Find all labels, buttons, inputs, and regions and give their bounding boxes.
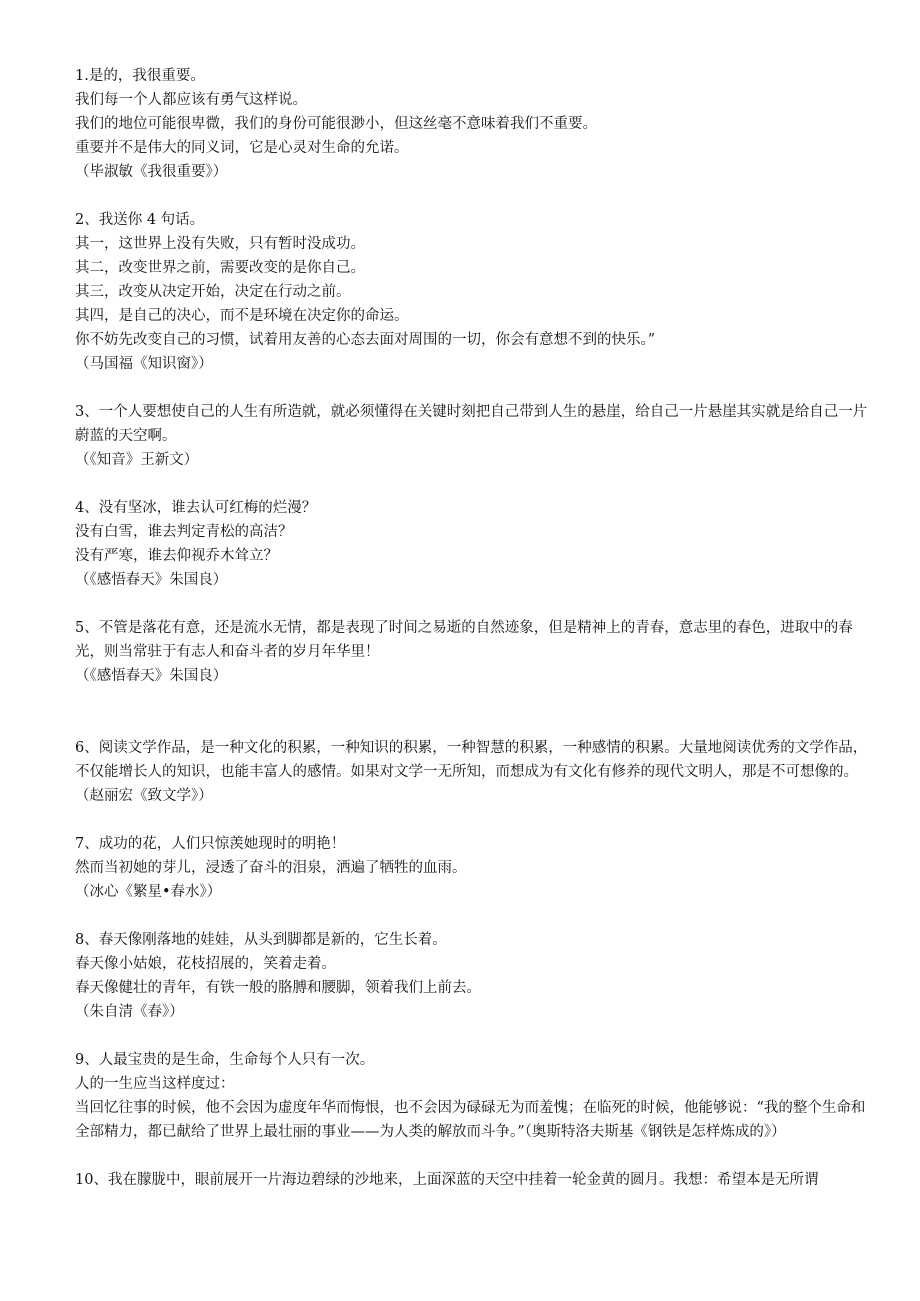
quote-line: 你不妨先改变自己的习惯，试着用友善的心态去面对周围的一切，你会有意想不到的快乐。” xyxy=(75,332,656,348)
quote-line: 6、阅读文学作品，是一种文化的积累，一种知识的积累，一种智慧的积累，一种感情的积累。大量地阅读优秀的文学作品，不仅能增长人的知识，也能丰富人的感情。如果对文学一无所知，而想成为有文化有修养的现代文明人，那是不可想像的。 xyxy=(75,740,868,780)
quote-entry-1 xyxy=(75,64,875,184)
quote-line: 9、人最宝贵的是生命，生命每个人只有一次。 xyxy=(75,1052,375,1068)
quote-line: 其二，改变世界之前，需要改变的是你自己。 xyxy=(75,260,365,276)
quote-entry-5 xyxy=(75,616,875,688)
quote-entry-10 xyxy=(75,1168,875,1192)
quote-line: 其四，是自己的决心，而不是环境在决定你的命运。 xyxy=(75,308,409,324)
quote-line: 重要并不是伟大的同义词，它是心灵对生命的允诺。 xyxy=(75,140,409,156)
quote-line: 我们每一个人都应该有勇气这样说。 xyxy=(75,92,307,108)
quote-source: （毕淑敏《我很重要》） xyxy=(75,164,228,180)
quote-entry-7 xyxy=(75,832,875,904)
quote-source: （赵丽宏《致文学》） xyxy=(75,788,213,804)
quote-entry-6 xyxy=(75,736,875,808)
paragraph-gap xyxy=(75,592,875,616)
quote-line: 4、没有坚冰，谁去认可红梅的烂漫？ xyxy=(75,500,317,516)
paragraph-gap xyxy=(75,376,875,400)
quote-line: 然而当初她的芽儿，浸透了奋斗的泪泉，洒遍了牺牲的血雨。 xyxy=(75,860,467,876)
quote-entry-3 xyxy=(75,400,875,472)
quote-entry-4 xyxy=(75,496,875,592)
paragraph-gap xyxy=(75,184,875,208)
quote-line: 其三，改变从决定开始，决定在行动之前。 xyxy=(75,284,351,300)
quote-line: 1.是的，我很重要。 xyxy=(75,68,205,84)
quote-line: 我们的地位可能很卑微，我们的身份可能很渺小，但这丝毫不意味着我们不重要。 xyxy=(75,116,597,132)
quote-entry-8 xyxy=(75,928,875,1024)
paragraph-gap xyxy=(75,1144,875,1168)
quote-entry-2 xyxy=(75,208,875,376)
quote-line: 10、我在朦胧中，眼前展开一片海边碧绿的沙地来，上面深蓝的天空中挂着一轮金黄的圆月。我想：希望本是无所谓 xyxy=(75,1172,819,1188)
quote-line: 5、不管是落花有意，还是流水无情，都是表现了时间之易逝的自然迹象，但是精神上的青春，意志里的春色，进取中的春光，则当常驻于有志人和奋斗者的岁月年华里！ xyxy=(75,620,853,660)
quote-line: 3、一个人要想使自己的人生有所造就，就必须懂得在关键时刻把自己带到人生的悬崖，给自己一片悬崖其实就是给自己一片蔚蓝的天空啊。 xyxy=(75,404,868,444)
paragraph-gap xyxy=(75,472,875,496)
paragraph-gap xyxy=(75,688,875,736)
paragraph-gap xyxy=(75,904,875,928)
quote-line: 春天像健壮的青年，有铁一般的胳膊和腰脚，领着我们上前去。 xyxy=(75,980,481,996)
quote-source: （马国福《知识窗》） xyxy=(75,356,213,372)
quote-source: （冰心《繁星•春水》） xyxy=(75,884,222,900)
quote-source: （朱自清《春》） xyxy=(75,1004,184,1020)
quote-source: （《知音》王新文） xyxy=(75,452,199,468)
quote-line: 春天像小姑娘，花枝招展的，笑着走着。 xyxy=(75,956,336,972)
quote-line: 其一，这世界上没有失败，只有暂时没成功。 xyxy=(75,236,365,252)
document-page xyxy=(75,64,875,1192)
quote-entry-9 xyxy=(75,1048,875,1144)
paragraph-gap xyxy=(75,808,875,832)
quote-source: （《感悟春天》朱国良） xyxy=(75,668,228,684)
quote-source: （《感悟春天》朱国良） xyxy=(75,572,228,588)
quote-line: 当回忆往事的时候，他不会因为虚度年华而悔恨，也不会因为碌碌无为而羞愧；在临死的时候，他能够说：“我的整个生命和全部精力，都已献给了世界上最壮丽的事业——为人类的解放而斗争。”（奥斯特洛夫斯基《钢铁是怎样炼成的》） xyxy=(75,1100,866,1140)
quote-line: 8、春天像刚落地的娃娃，从头到脚都是新的，它生长着。 xyxy=(75,932,447,948)
quote-line: 7、成功的花，人们只惊羡她现时的明艳！ xyxy=(75,836,346,852)
quote-line: 2、我送你 4 句话。 xyxy=(75,212,205,228)
quote-line: 没有严寒，谁去仰视乔木耸立？ xyxy=(75,548,278,564)
quote-line: 没有白雪，谁去判定青松的高洁？ xyxy=(75,524,293,540)
paragraph-gap xyxy=(75,1024,875,1048)
quote-line: 人的一生应当这样度过： xyxy=(75,1076,235,1092)
